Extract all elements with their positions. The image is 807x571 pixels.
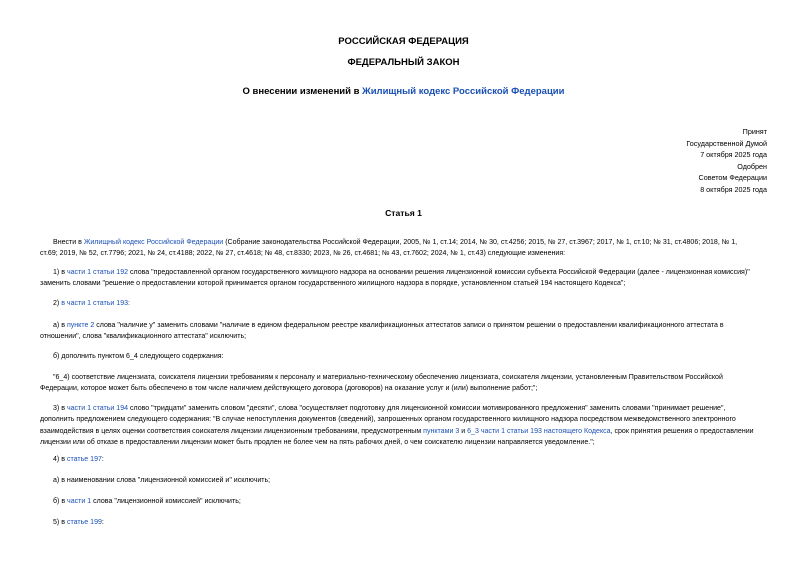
- country-heading: РОССИЙСКАЯ ФЕДЕРАЦИЯ: [338, 36, 469, 47]
- text: б) в: [53, 498, 68, 505]
- approved-by: Советом Федерации: [698, 173, 767, 183]
- text: б) дополнить пунктом 6_4 следующего содержания:: [53, 353, 224, 360]
- text: Федерации, которое может быть обеспечено в том числе наличием действующего договора (договоров) на оказание услуг и (или) выполнение работ;";: [40, 385, 538, 393]
- law-title: [0, 86, 807, 97]
- paragraph-1: [40, 267, 768, 290]
- article-heading: Статья 1: [385, 208, 422, 218]
- paragraph-4a: [40, 475, 768, 486]
- approved-date: 8 октября 2025 года: [700, 184, 767, 194]
- text: , срок принятия решения о предоставлении: [610, 427, 754, 435]
- accepted-by: Государственной Думой: [686, 138, 767, 148]
- text: дополнить предложением следующего содержания: "В случае непоступления документов (сведений), запрошенных органом государственного жилищного надзора посредством межведомственного электронного: [40, 416, 736, 424]
- text: отношении", слова "квалификационного аттестата" исключить;: [40, 333, 247, 341]
- text: слова "наличие у" заменить словами "наличие в едином федеральном реестре квалификационных аттестатов записи о принятом решении о предоставлении квалификационного аттестата в: [94, 322, 724, 329]
- paragraph-3: [40, 403, 768, 448]
- link-part1-art194[interactable]: части 1 статьи 194: [66, 405, 129, 412]
- link-part1-art192[interactable]: части 1 статьи 192: [66, 269, 129, 276]
- text: 2): [53, 300, 62, 307]
- text: 5) в: [53, 519, 67, 526]
- link-art197[interactable]: статье 197: [66, 456, 102, 463]
- law-type-heading: ФЕДЕРАЛЬНЫЙ ЗАКОН: [347, 57, 460, 68]
- accepted-date: 7 октября 2025 года: [700, 150, 767, 160]
- paragraph-6-4: [40, 372, 768, 395]
- text: 3) в: [53, 405, 67, 412]
- title-prefix: О внесении изменений в: [242, 86, 363, 97]
- link-art199[interactable]: статье 199: [66, 519, 102, 526]
- link-item2[interactable]: пункте 2: [66, 322, 95, 329]
- accepted-label: Принят: [742, 127, 767, 136]
- text: ст.69; 2019, № 52, ст.7796; 2021, № 24, ст.4188; 2022, № 27, ст.4618; № 48, ст.8330; 2023, № 26, ст.4681; № 43, ст.7602; 2024, № 1, ст.43) следующие изменения:: [40, 250, 566, 258]
- link-part1-art193[interactable]: в части 1 статьи 193:: [61, 300, 130, 307]
- text: а) в наименовании слова "лицензионной комиссией и" исключить;: [53, 477, 271, 484]
- text: Внести в: [53, 239, 84, 246]
- text: слова "лицензионной комиссией" исключить;: [91, 498, 241, 505]
- paragraph-2b: [40, 351, 768, 362]
- housing-code-link-2[interactable]: Жилищный кодекс Российской Федерации: [83, 239, 224, 246]
- text: :: [101, 456, 104, 463]
- text: лицензии или об отказе в предоставлении лицензии может быть продлен не более чем на пять рабочих дней, о чем соискателю лицензии направляется уведомление.";: [40, 438, 595, 446]
- adoption-block: [686, 126, 767, 196]
- paragraph-4b: [40, 496, 768, 507]
- link-item6-3[interactable]: 6_3 части 1 статьи 193 настоящего Кодекса: [467, 427, 611, 435]
- text: а) в: [53, 322, 67, 329]
- text: (Собрание законодательства Российской Федерации, 2005, № 1, ст.14; 2014, № 30, ст.4256; 2015, № 27, ст.3967; 2017, № 1, ст.10; № 31, ст.4806; 2018, № 1,: [223, 239, 738, 246]
- text: и: [459, 427, 468, 435]
- text: 4) в: [53, 456, 67, 463]
- approved-label: Одобрен: [737, 161, 767, 171]
- paragraph-5: [40, 517, 768, 528]
- text: взаимодействия в целях оценки соответствия соискателя лицензии лицензионным требованиям, предусмотренным: [40, 427, 424, 435]
- text: слово "тридцати" заменить словом "десяти", слова "осуществляет подготовку для лицензионной комиссии мотивированного предложения" заменить словами "принимает решение",: [128, 405, 726, 412]
- text: :: [101, 519, 104, 526]
- text: заменить словами "решение о предоставлении которой принимается органом государственного жилищного надзора в порядке, установленном статьей 194 настоящего Кодекса";: [40, 280, 626, 288]
- link-part1[interactable]: части 1: [67, 498, 92, 505]
- housing-code-link[interactable]: Жилищный кодекс Российской Федерации: [362, 86, 565, 97]
- text: 1) в: [53, 269, 67, 276]
- text: "6_4) соответствие лицензиата, соискателя лицензии требованиям к персоналу и материально-техническому обеспечению лицензиата, соискателя лицензии, установленным Правительством Российской: [53, 374, 723, 381]
- link-items3[interactable]: пунктами 3: [423, 427, 460, 435]
- paragraph-intro: [40, 237, 768, 260]
- paragraph-4: [40, 454, 768, 465]
- paragraph-2: [40, 298, 768, 309]
- paragraph-2a: [40, 320, 768, 343]
- text: слова "предоставленной органом государственного жилищного надзора на основании решения лицензионной комиссии субъекта Российской Федерации (далее - лицензионная комиссия)": [128, 269, 750, 276]
